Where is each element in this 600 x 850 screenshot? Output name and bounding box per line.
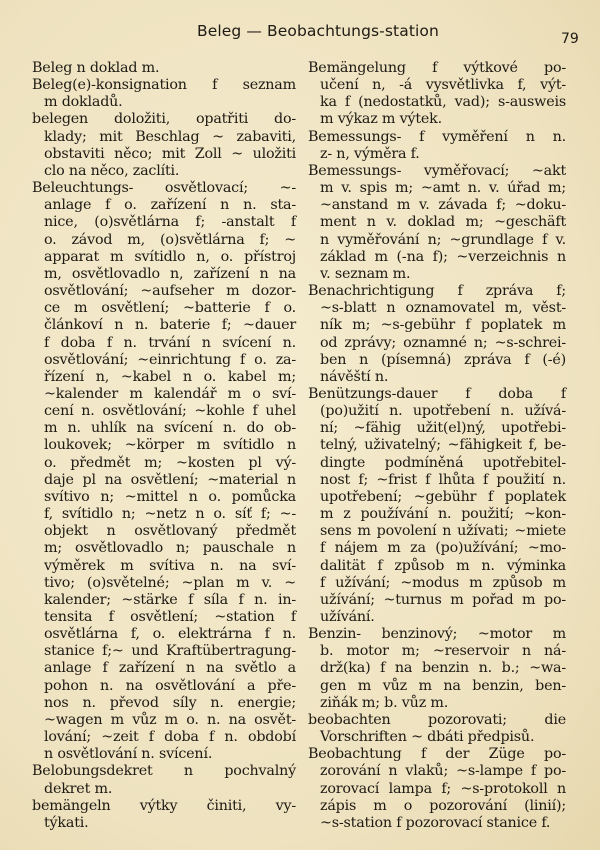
entry-line: sens m povolení n užívati; ~miete <box>320 523 566 540</box>
entry-line: loukovek; ~körper m svítidlo n <box>44 437 296 454</box>
entry-line: ~wagen m vůz m o. n. na osvět- <box>44 711 296 728</box>
entry-line: m; osvětlovadlo n; pauschale n <box>44 540 296 557</box>
entry-line: tivo; (o)světelné; ~plan m v. ~ <box>44 574 296 591</box>
entry-line: upotřebení; ~gebühr f poplatek <box>320 488 566 505</box>
entry-line: f, svítidlo n; ~netz n o. síť f; ~- <box>44 506 296 523</box>
entry-line: výměrek m svítiva n. na sví- <box>44 557 296 574</box>
entry-line: telný, uživatelný; ~fähigkeit f, be- <box>320 437 566 454</box>
entry-line: m, osvětlovadlo n, zařízení n na <box>44 265 296 282</box>
running-head <box>0 20 600 47</box>
entry-line: o. předmět m; ~kosten pl vý- <box>44 454 296 471</box>
entry-line: ~kalender m kalendář m o sví- <box>44 385 296 402</box>
entry-headword-line: Benützungs-dauer f doba f <box>308 385 566 402</box>
entry-line: n osvětlování n. svícení. <box>44 746 213 763</box>
entry-line: týkati. <box>44 814 89 831</box>
entry-line: osvětlování; ~einrichtung f o. za- <box>44 351 296 368</box>
entry-line: n vyměřování n; ~grundlage f v. <box>320 231 566 248</box>
entry-headword-line: Beleg(e)-konsignation f seznam <box>32 77 296 94</box>
entry-line: ~s-blatt n oznamovatel m, věst- <box>320 300 566 317</box>
entry-line: ment n v. doklad m; ~geschäft <box>320 214 566 231</box>
entry-line: gen m vůz m na benzin, ben- <box>320 677 566 694</box>
entry-line: ník m; ~s-gebühr f poplatek m <box>320 317 566 334</box>
page-header-title: Beleg — Beobachtungs-station <box>197 22 439 40</box>
entry-line: základ m (-na f); ~verzeichnis n <box>320 248 566 265</box>
entry-line: v. seznam m. <box>320 265 411 282</box>
entry-headword-line: beobachten pozorovati; die <box>308 711 566 728</box>
entry-line: užívání. <box>320 609 375 625</box>
entry-line: m n. uhlík na svícení n. do ob- <box>44 420 296 437</box>
entry-line: svítivo n; ~mittel n o. pomůcka <box>44 488 296 505</box>
entry-line: kalender; ~stärke f síla f n. in- <box>44 591 296 608</box>
entry-line: dalität f způsob m n. výminka <box>320 557 566 574</box>
entry-line: zorovací lampa f; ~s-protokoll n <box>320 780 566 797</box>
entry-line: ní; ~fähig užit(el)ný, upotřebi- <box>320 420 566 437</box>
entry-line: ~anstand m v. závada f; ~doku- <box>320 197 566 214</box>
entry-line: pohon n. na osvětlování a pře- <box>44 677 296 694</box>
entry-line: cení n. osvětlování; ~kohle f uhel <box>44 403 296 420</box>
entry-headword-line: belegen doložiti, opatřiti do- <box>32 111 296 128</box>
entry-line: od zprávy; oznamné n; ~s-schrei- <box>320 334 566 351</box>
entry-line: f doba f n. trvání n svícení n. <box>44 334 296 351</box>
entry-line: drž(ka) f na benzin n. b.; ~wa- <box>320 660 566 677</box>
entry-line: m z používání n. použití; ~kon- <box>320 506 566 523</box>
entry-line: ben n (písemná) zpráva f (-é) <box>320 351 566 368</box>
entry-line: (po)užití n. upotřebení n. užívá- <box>320 403 566 420</box>
entry-headword-line: Benzin- benzinový; ~motor m <box>308 626 566 643</box>
entry-headword-line: Belobungsdekret n pochvalný <box>32 763 296 780</box>
entry-line: m dokladů. <box>44 94 123 111</box>
entry-line: stanice f;~ und Kraftübertragung- <box>44 643 296 660</box>
entry-line: daje pl na osvětlení; ~material n <box>44 471 296 488</box>
entry-line: článkoví n n. baterie f; ~dauer <box>44 317 296 334</box>
entry-line: užívání; ~turnus m pořad m po- <box>320 591 566 608</box>
entry-line: nice, (o)světlárna f; -anstalt f <box>44 214 296 231</box>
entry-line: zápis m o pozorování (linií); <box>320 797 566 814</box>
entry-headword-line: bemängeln výtky činiti, vy- <box>32 797 296 814</box>
entry-line: učení n, -á vysvětlivka f, výt- <box>320 77 566 94</box>
page-number: 79 <box>561 31 579 47</box>
entry-line: návěští n. <box>320 368 389 385</box>
entry-line: anlage f zařízení n na světlo a <box>44 660 296 677</box>
entry-headword-line: Bemessungs- f vyměření n n. <box>308 128 566 145</box>
entry-line: nost f; ~frist f lhůta f použití n. <box>320 471 566 488</box>
entry-headword-line: Beobachtung f der Züge po- <box>308 746 566 763</box>
entry-line: f užívání; ~modus m způsob m <box>320 574 566 591</box>
entry-line: apparat m svítidlo n, o. přístroj <box>44 248 296 265</box>
entry-line: b. motor m; ~reservoir n ná- <box>320 643 566 660</box>
entry-line: lování; ~zeit f doba f n. období <box>44 729 296 746</box>
entry-headword-line: Bemessungs- vyměřovací; ~akt <box>308 162 566 179</box>
entry-line: objekt n osvětlovaný předmět <box>44 523 296 540</box>
entry-line: ce m osvětlení; ~batterie f o. <box>44 300 296 317</box>
left-column <box>32 60 296 832</box>
entry-line: dingte podmíněná upotřebitel- <box>320 454 566 471</box>
entry-line: anlage f o. zařízení n n. sta- <box>44 197 296 214</box>
entry-line: nos n. převod síly n. energie; <box>44 694 296 711</box>
right-column <box>308 60 566 832</box>
entry-headword-line: Benachrichtigung f zpráva f; <box>308 283 566 300</box>
entry-line: clo na něco, zaclíti. <box>44 162 180 179</box>
entry-line: osvětlování; ~aufseher m dozor- <box>44 283 296 300</box>
entry-line: o. závod m, (o)světlárna f; ~ <box>44 231 296 248</box>
entry-headword-line: Beleg n doklad m. <box>32 60 160 76</box>
entry-line: ~s-station f pozorovací stanice f. <box>320 814 551 831</box>
entry-line: tensita f osvětlení; ~station f <box>44 609 296 625</box>
entry-line: obstaviti něco; mit Zoll ~ uložiti <box>44 145 296 162</box>
entry-line: m v. spis m; ~amt n. v. úřad m; <box>320 180 566 197</box>
entry-line: ziňák m; b. vůz m. <box>320 694 449 711</box>
entry-headword-line: Bemängelung f výtkové po- <box>308 60 566 76</box>
entry-headword-line: Beleuchtungs- osvětlovací; ~- <box>32 180 296 197</box>
entry-line: klady; mit Beschlag ~ zabaviti, <box>44 128 296 145</box>
entry-line: řízení n, ~kabel n o. kabel m; <box>44 368 296 385</box>
entry-line: zorování n vlaků; ~s-lampe f po- <box>320 763 566 780</box>
entry-line: m výkaz m výtek. <box>320 111 442 128</box>
entry-line: osvětlárna f, o. elektrárna f n. <box>44 626 296 643</box>
entry-line: Vorschriften ~ dbáti předpisů. <box>320 729 535 746</box>
entry-line: ka f (nedostatků, vad); s-ausweis <box>320 94 566 111</box>
entry-line: z- n, výměra f. <box>320 145 420 162</box>
entry-line: dekret m. <box>44 780 113 797</box>
entry-line: f nájem m za (po)užívání; ~mo- <box>320 540 566 557</box>
